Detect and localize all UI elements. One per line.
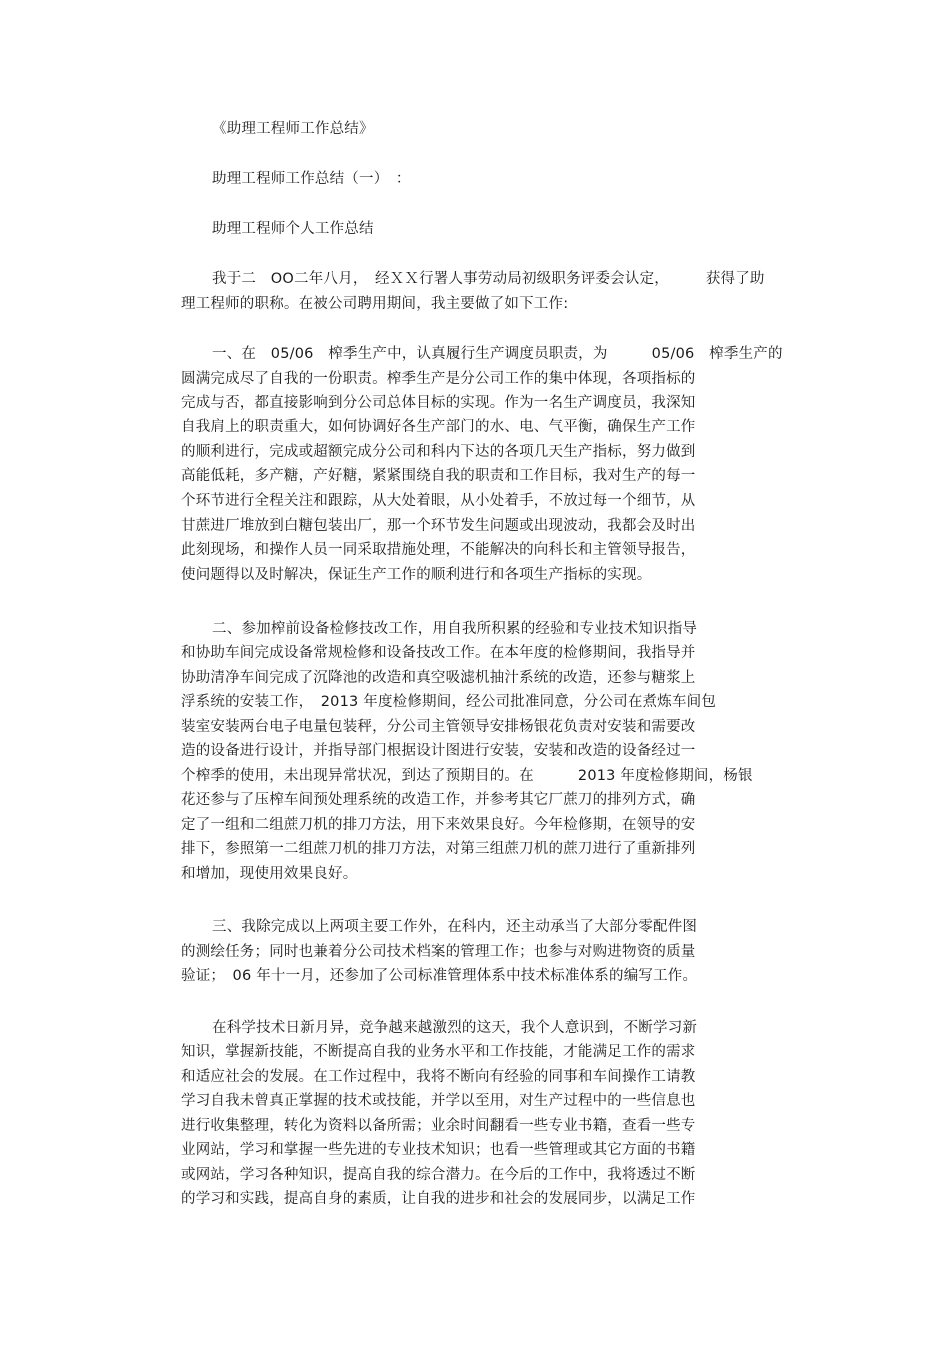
paragraph-3-line: 装室安装两台电子电量包装秤，分公司主管领导安排杨银花负责对安装和需要改 — [181, 719, 696, 735]
paragraph-5-line: 进行收集整理，转化为资料以备所需；业余时间翻看一些专业书籍，查看一些专 — [181, 1118, 696, 1134]
paragraph-3-line: 协助清净车间完成了沉降池的改造和真空吸滤机抽汁系统的改造，还参与糖浆上 — [181, 670, 696, 686]
paragraph-2-line: 自我肩上的职责重大，如何协调好各生产部门的水、电、气平衡，确保生产工作 — [181, 419, 696, 435]
paragraph-3-line: 定了一组和二组蔗刀机的排刀方法，用下来效果良好。今年检修期，在领导的安 — [181, 817, 696, 833]
paragraph-2-line: 甘蔗进厂堆放到白糖包装出厂，那一个环节发生问题或出现波动，我都会及时出 — [181, 518, 696, 534]
paragraph-2-line: 圆满完成尽了自我的一份职责。榨季生产是分公司工作的集中体现，各项指标的 — [181, 371, 696, 387]
paragraph-2-line: 此刻现场，和操作人员一同采取措施处理，不能解决的向科长和主管领导报告， — [181, 542, 696, 558]
paragraph-3-line: 和协助车间完成设备常规检修和设备技改工作。在本年度的检修期间，我指导并 — [181, 645, 696, 661]
paragraph-3-line: 花还参与了压榨车间预处理系统的改造工作，并参考其它厂蔗刀的排列方式，确 — [181, 792, 696, 808]
paragraph-3-line: 个榨季的使用，未出现异常状况，到达了预期目的。在 2013 年度检修期间，杨银 — [181, 768, 753, 784]
paragraph-4-line: 验证； 06 年十一月，还参加了公司标准管理体系中技术标准体系的编写工作。 — [181, 968, 698, 984]
paragraph-2-line: 一、在 05/06 榨季生产中，认真履行生产调度员职责，为 05/06 榨季生产的 — [212, 346, 783, 362]
paragraph-3-line: 二、参加榨前设备检修技改工作，用自我所积累的经验和专业技术知识指导 — [212, 621, 698, 637]
paragraph-4-line: 三、我除完成以上两项主要工作外，在科内，还主动承当了大部分零配件图 — [212, 919, 698, 935]
paragraph-1-line: 理工程师的职称。在被公司聘用期间，我主要做了如下工作: — [181, 296, 569, 312]
paragraph-5-line: 业网站，学习和掌握一些先进的专业技术知识；也看一些管理或其它方面的书籍 — [181, 1142, 696, 1158]
paragraph-2-line: 使问题得以及时解决，保证生产工作的顺利进行和各项生产指标的实现。 — [181, 567, 652, 583]
paragraph-3-line: 排下，参照第一二组蔗刀机的排刀方法，对第三组蔗刀机的蔗刀进行了重新排列 — [181, 841, 696, 857]
document-heading: 助理工程师个人工作总结 — [212, 221, 374, 237]
paragraph-2-line: 的顺利进行，完成或超额完成分公司和科内下达的各项几天生产指标，努力做到 — [181, 444, 696, 460]
paragraph-5-line: 学习自我未曾真正掌握的技术或技能，并学以至用，对生产过程中的一些信息也 — [181, 1093, 696, 1109]
paragraph-5-line: 的学习和实践，提高自身的素质，让自我的进步和社会的发展同步，以满足工作 — [181, 1191, 696, 1207]
document-subtitle: 助理工程师工作总结（一） ： — [212, 171, 411, 187]
paragraph-2-line: 个环节进行全程关注和跟踪，从大处着眼，从小处着手，不放过每一个细节，从 — [181, 493, 696, 509]
paragraph-3-line: 造的设备进行设计，并指导部门根据设计图进行安装，安装和改造的设备经过一 — [181, 743, 696, 759]
paragraph-5-line: 和适应社会的发展。在工作过程中，我将不断向有经验的同事和车间操作工请教 — [181, 1069, 696, 1085]
document-title: 《助理工程师工作总结》 — [212, 121, 374, 137]
paragraph-4-line: 的测绘任务；同时也兼着分公司技术档案的管理工作；也参与对购进物资的质量 — [181, 944, 696, 960]
paragraph-2-line: 完成与否，都直接影响到分公司总体目标的实现。作为一名生产调度员，我深知 — [181, 395, 696, 411]
paragraph-5-line: 在科学技术日新月异，竞争越来越激烈的这天，我个人意识到，不断学习新 — [212, 1020, 698, 1036]
paragraph-5-line: 或网站，学习各种知识，提高自我的综合潜力。在今后的工作中，我将透过不断 — [181, 1167, 696, 1183]
paragraph-5-line: 知识，掌握新技能，不断提高自我的业务水平和工作技能，才能满足工作的需求 — [181, 1044, 696, 1060]
paragraph-2-line: 高能低耗，多产糖，产好糖，紧紧围绕自我的职责和工作目标，我对生产的每一 — [181, 468, 696, 484]
paragraph-3-line: 和增加，现使用效果良好。 — [181, 866, 358, 882]
paragraph-3-line: 浮系统的安装工作， 2013 年度检修期间，经公司批准同意，分公司在煮炼车间包 — [181, 694, 717, 710]
paragraph-1-line: 我于二 OO二年八月， 经ＸＸ行署人事劳动局初级职务评委会认定， 获得了助 — [212, 271, 765, 287]
